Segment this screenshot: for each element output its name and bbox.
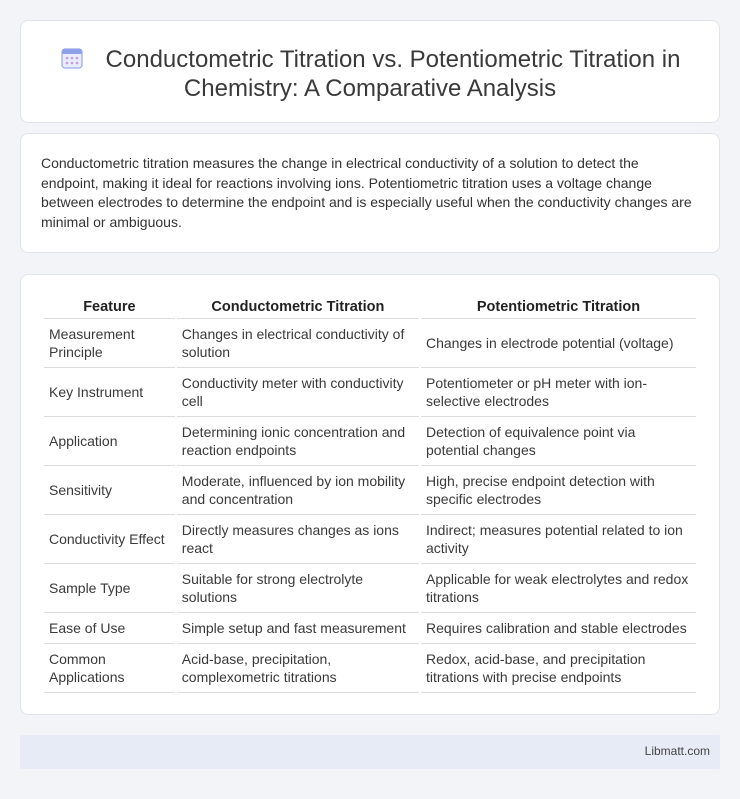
comparison-card <box>20 274 720 715</box>
conductometric-cell: Moderate, influenced by ion mobility and concentration <box>177 466 419 515</box>
potentiometric-cell: Potentiometer or pH meter with ion-selective electrodes <box>421 368 696 417</box>
table-header-row <box>44 296 696 319</box>
comparison-table <box>42 296 698 693</box>
feature-cell: Conductivity Effect <box>44 515 175 564</box>
table-row <box>44 368 696 417</box>
table-row <box>44 613 696 644</box>
header-potentiometric: Potentiometric Titration <box>421 296 696 319</box>
calendar-icon <box>60 46 84 70</box>
intro-paragraph: Conductometric titration measures the change in electrical conductivity of a solution to detect the endpoint, making it ideal for reactions involving ions. Potentiometric titration uses a voltage change between electrodes to determine the endpoint and is especially useful when the conductivity changes are minimal or ambiguous. <box>41 155 692 230</box>
feature-cell: Common Applications <box>44 644 175 693</box>
potentiometric-cell: Changes in electrode potential (voltage) <box>421 319 696 368</box>
table-row <box>44 466 696 515</box>
conductometric-cell: Directly measures changes as ions react <box>177 515 419 564</box>
feature-cell: Ease of Use <box>44 613 175 644</box>
potentiometric-cell: Indirect; measures potential related to ion activity <box>421 515 696 564</box>
title-card <box>20 20 720 123</box>
title-line-2: Chemistry: A Comparative Analysis <box>183 75 557 102</box>
conductometric-cell: Suitable for strong electrolyte solutions <box>177 564 419 613</box>
feature-cell: Sensitivity <box>44 466 175 515</box>
table-row <box>44 515 696 564</box>
conductometric-cell: Conductivity meter with conductivity cell <box>177 368 419 417</box>
feature-cell: Key Instrument <box>44 368 175 417</box>
title-line-1: Conductometric Titration vs. Potentiometric Titration in <box>105 46 681 73</box>
feature-cell: Application <box>44 417 175 466</box>
page-title <box>21 45 719 103</box>
feature-cell: Sample Type <box>44 564 175 613</box>
potentiometric-cell: Requires calibration and stable electrodes <box>421 613 696 644</box>
potentiometric-cell: Redox, acid-base, and precipitation titrations with precise endpoints <box>421 644 696 693</box>
feature-cell: Measurement Principle <box>44 319 175 368</box>
conductometric-cell: Changes in electrical conductivity of solution <box>177 319 419 368</box>
conductometric-cell: Simple setup and fast measurement <box>177 613 419 644</box>
potentiometric-cell: Applicable for weak electrolytes and redox titrations <box>421 564 696 613</box>
header-conductometric: Conductometric Titration <box>177 296 419 319</box>
table-row <box>44 564 696 613</box>
potentiometric-cell: Detection of equivalence point via potential changes <box>421 417 696 466</box>
intro-card <box>20 133 720 253</box>
conductometric-cell: Acid-base, precipitation, complexometric titrations <box>177 644 419 693</box>
table-row <box>44 644 696 693</box>
header-feature: Feature <box>44 296 175 319</box>
potentiometric-cell: High, precise endpoint detection with specific electrodes <box>421 466 696 515</box>
conductometric-cell: Determining ionic concentration and reaction endpoints <box>177 417 419 466</box>
table-row <box>44 417 696 466</box>
footer-brand-link[interactable]: Libmatt.com <box>644 744 710 758</box>
footer-bar <box>20 735 720 769</box>
table-row <box>44 319 696 368</box>
